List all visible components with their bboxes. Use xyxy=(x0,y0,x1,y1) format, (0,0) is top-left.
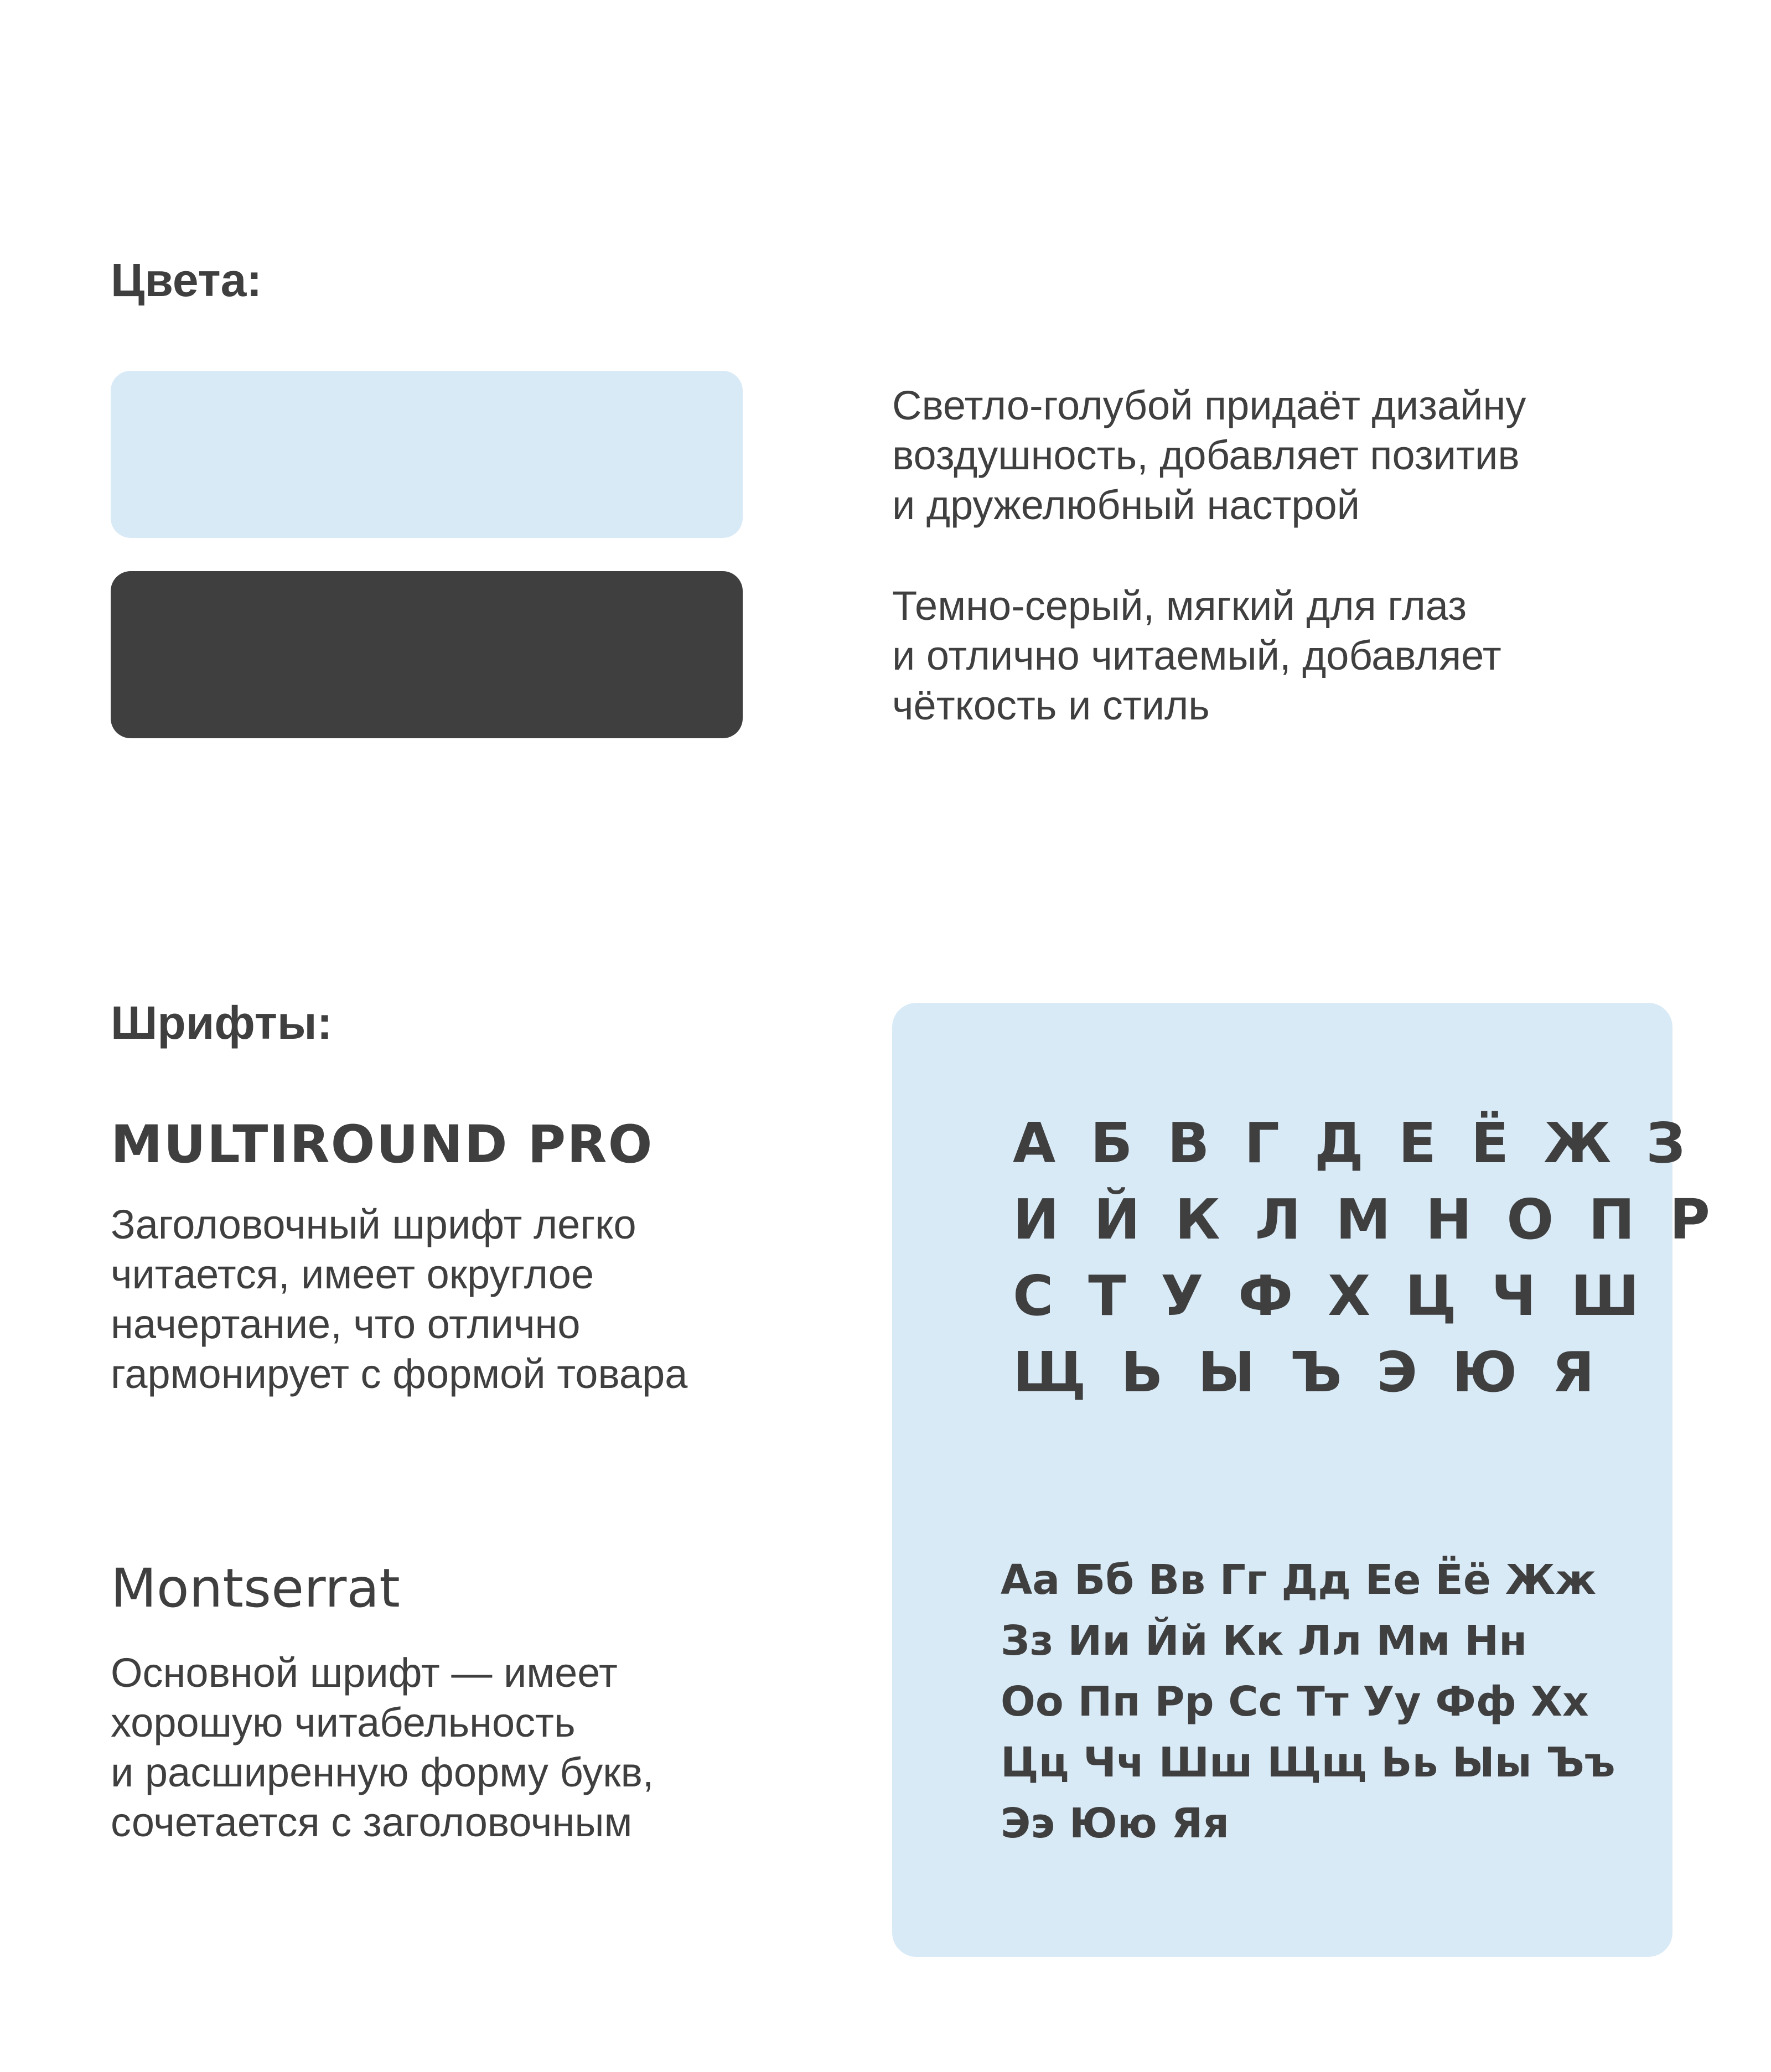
dark-gray-description: Темно-серый, мягкий для глаз и отлично читаемый, добавляет чёткость и стиль xyxy=(892,583,1501,728)
letter-pairs-row: Ээ Юю Яя xyxy=(1001,1800,1229,1847)
body-font-name: Montserrat xyxy=(111,1557,400,1619)
dark-gray-swatch xyxy=(111,571,743,738)
letter-pairs-row: Оо Пп Рр Сс Тт Уу Фф Хх xyxy=(1001,1678,1589,1726)
heading-font-name: MULTIROUND PRO xyxy=(111,1115,654,1175)
letter-pairs-row: Аа Бб Вв Гг Дд Ее Ёё Жж xyxy=(1001,1556,1597,1604)
uppercase-alphabet-row: Щ Ь Ы Ъ Э Ю Я xyxy=(1013,1340,1603,1405)
fonts-heading: Шрифты: xyxy=(111,997,333,1049)
uppercase-alphabet-row: И Й К Л М Н О П Р xyxy=(1013,1187,1718,1252)
letter-pairs-row: Цц Чч Шш Щщ Ьь Ыы Ъъ xyxy=(1001,1739,1615,1786)
letter-pairs-row: Зз Ии Йй Кк Лл Мм Нн xyxy=(1001,1617,1527,1665)
heading-font-description: Заголовочный шрифт легко читается, имеет округлое начертание, что отлично гармонирует с формой товара xyxy=(111,1201,688,1397)
colors-heading: Цвета: xyxy=(111,254,262,306)
uppercase-alphabet-row: С Т У Ф Х Ц Ч Ш xyxy=(1013,1263,1647,1328)
light-blue-description: Светло-голубой придаёт дизайну воздушность, добавляет позитив и дружелюбный настрой xyxy=(892,382,1526,528)
light-blue-swatch xyxy=(111,371,743,538)
uppercase-alphabet-row: А Б В Г Д Е Ё Ж З xyxy=(1013,1111,1694,1175)
body-font-description: Основной шрифт — имеет хорошую читабельность и расширенную форму букв, сочетается с заголовочным xyxy=(111,1650,654,1845)
